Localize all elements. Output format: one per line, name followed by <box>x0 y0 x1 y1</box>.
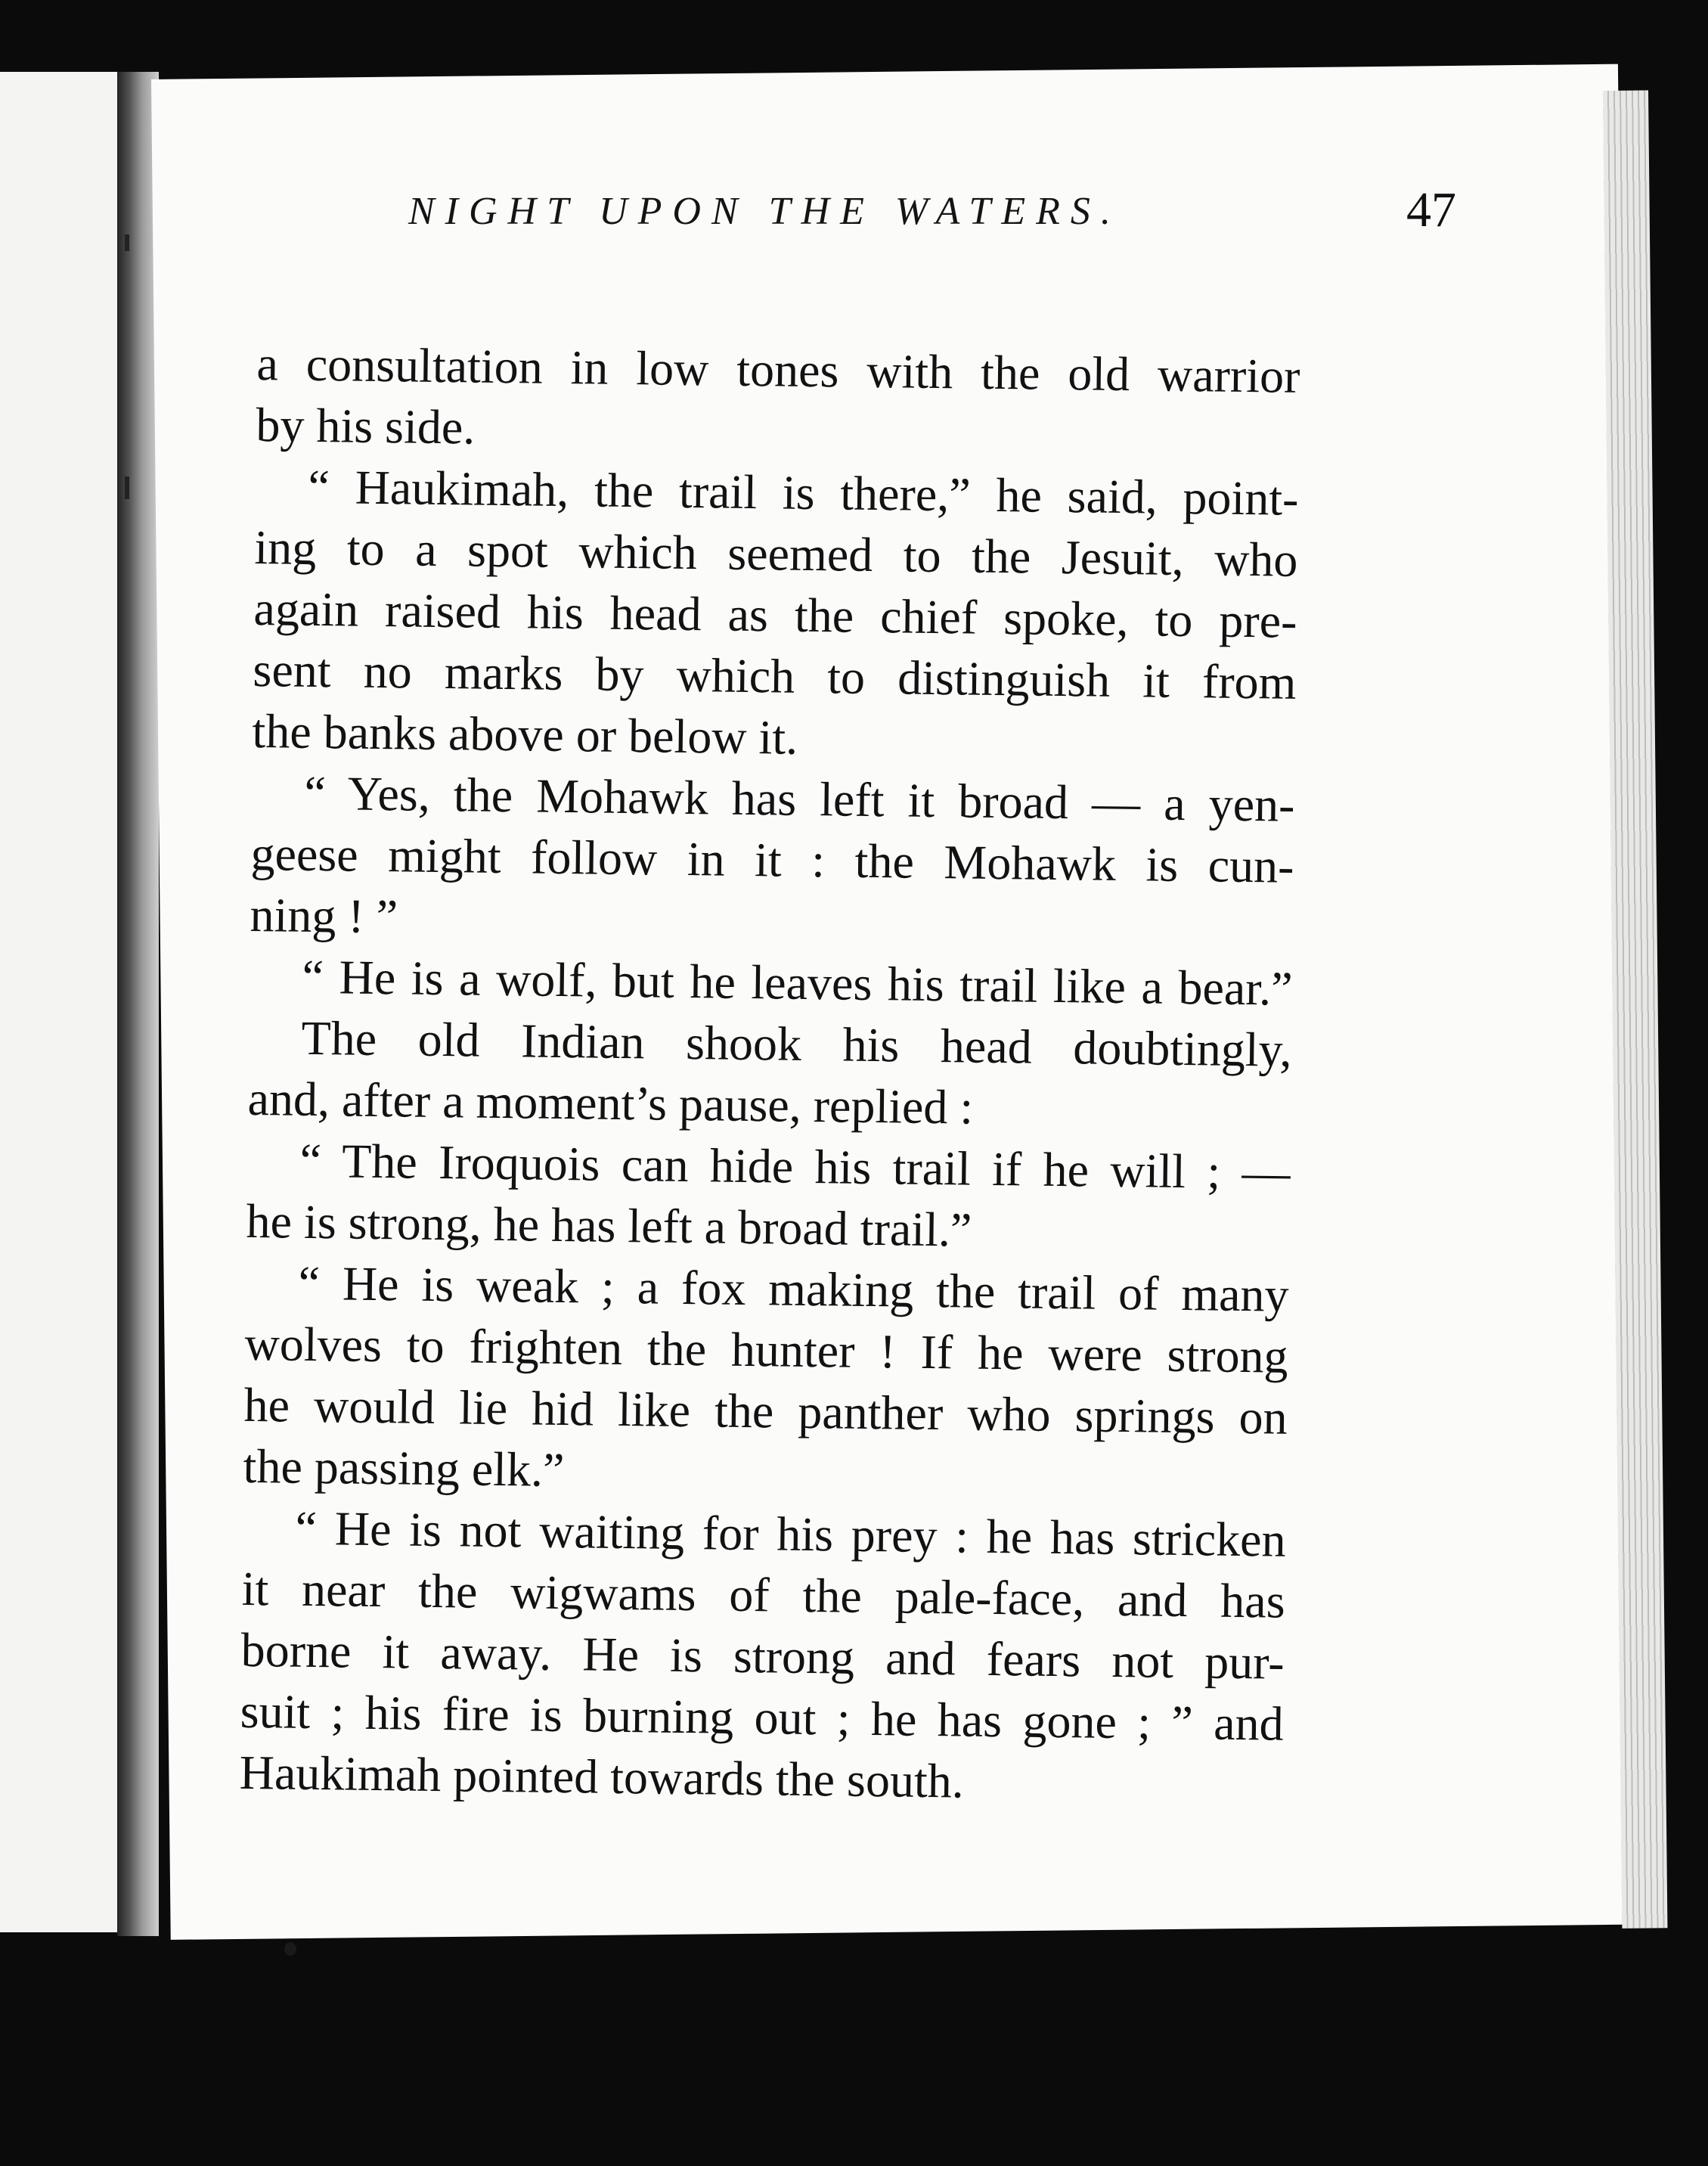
ink-mark <box>125 234 129 251</box>
text-line: ing to a spot which seemed to the Jesuit, who <box>254 520 1298 587</box>
text-line: ning ! ” <box>250 887 398 944</box>
page-number: 47 <box>1406 182 1456 237</box>
text-line: “ Haukimah, the trail is there,” he said, point- <box>308 459 1299 526</box>
text-line: by his side. <box>256 397 476 455</box>
text-line: a consultation in low tones with the old warrior <box>256 336 1300 403</box>
text-line: it near the wigwams of the pale-face, and has <box>241 1561 1286 1628</box>
text-line: “ The Iroquois can hide his trail if he will ; — <box>299 1133 1291 1199</box>
page-header-title: NIGHT UPON THE WATERS. <box>408 190 1121 233</box>
text-line: the passing elk.” <box>243 1438 565 1497</box>
text-line: “ Yes, the Mohawk has left it broad — a yen- <box>304 765 1295 832</box>
text-line: he is strong, he has left a broad trail.” <box>246 1193 972 1257</box>
text-line: suit ; his fire is burning out ; he has gone ; ” and <box>240 1683 1285 1751</box>
left-page-edge <box>0 72 121 1932</box>
ink-mark <box>125 476 129 499</box>
text-line: geese might follow in it : the Mohawk is cun- <box>250 826 1294 893</box>
text-line: he would lie hid like the panther who springs on <box>243 1377 1288 1445</box>
text-line: wolves to frighten the hunter ! If he were strong <box>244 1316 1289 1383</box>
text-line: again raised his head as the chief spoke, to pre- <box>253 581 1297 648</box>
text-line: the banks above or below it. <box>252 703 798 765</box>
text-line: “ He is weak ; a fox making the trail of many <box>298 1255 1289 1322</box>
body-text <box>239 333 1300 1816</box>
text-line: and, after a moment’s pause, replied : <box>247 1071 974 1134</box>
ink-speck <box>284 1942 296 1956</box>
running-head <box>408 166 1467 250</box>
text-line: The old Indian shook his head doubtingly, <box>301 1010 1292 1077</box>
text-line: sent no marks by which to distinguish it from <box>253 642 1297 709</box>
text-line: “ He is a wolf, but he leaves his trail like a bear.” <box>302 949 1293 1016</box>
book-gutter <box>117 72 159 1936</box>
text-line: borne it away. He is strong and fears not pur- <box>240 1622 1285 1690</box>
text-line: Haukimah pointed towards the south. <box>239 1745 965 1808</box>
text-line: “ He is not waiting for his prey : he has stricken <box>295 1500 1287 1567</box>
